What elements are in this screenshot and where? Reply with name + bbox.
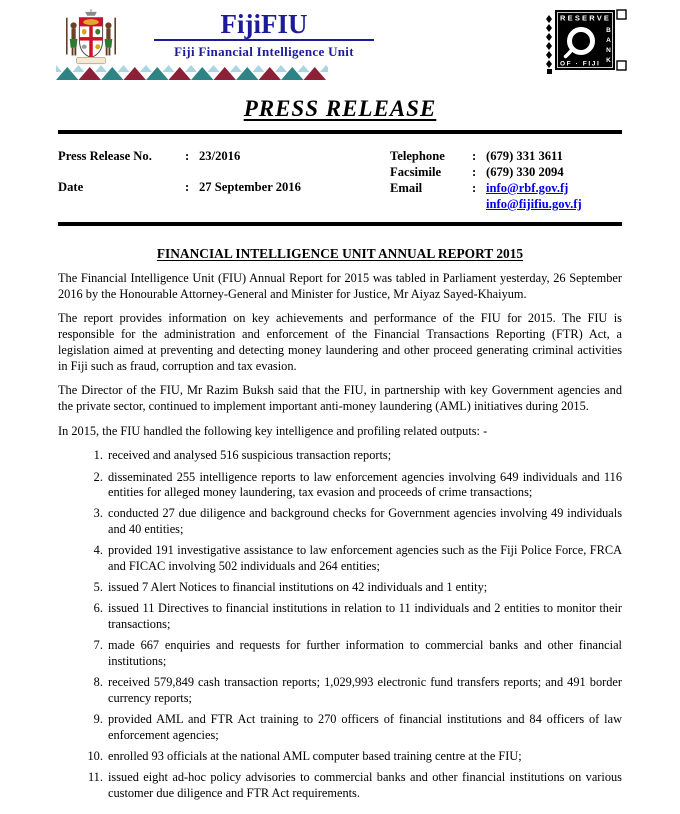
- facsimile-value: (679) 330 2094: [486, 165, 564, 179]
- stamp-bank-letter: B: [606, 27, 611, 34]
- telephone-value: (679) 331 3611: [486, 149, 563, 163]
- fiji-coat-of-arms-icon: [60, 9, 122, 69]
- colon: :: [472, 181, 477, 195]
- email-link-rbf[interactable]: info@rbf.gov.fj: [486, 181, 569, 195]
- list-item: 10. enrolled 93 officials at the national AML computer based training centre at the FIU;: [106, 749, 622, 765]
- date-row: [58, 179, 390, 195]
- stamp-bank-letter: K: [606, 57, 611, 64]
- telephone-row: [390, 148, 622, 164]
- meta-right: [390, 148, 622, 212]
- brand-lockup: [144, 10, 384, 60]
- list-item: 4. provided 191 investigative assistance to law enforcement agencies such as the Fiji Police Force, FRCA and FICAC involving 502 individuals and 264 entities;: [106, 543, 622, 574]
- list-item: 6. issued 11 Directives to financial institutions in relation to 11 individuals and 2 entities to monitor their transactions;: [106, 601, 622, 632]
- outputs-list: [58, 448, 622, 801]
- brand-name: Fiji Financial Intelligence Unit: [174, 44, 354, 59]
- list-item: 8. received 579,849 cash transaction reports; 1,029,993 electronic fund transfers reports; and 491 border currency reports;: [106, 675, 622, 706]
- email-row: [390, 180, 622, 212]
- list-item: 9. provided AML and FTR Act training to 270 officers of financial institutions and 84 officers of law enforcement agencies;: [106, 712, 622, 743]
- date-label: Date: [58, 180, 84, 194]
- press-release-title: PRESS RELEASE: [243, 96, 437, 121]
- stamp-bottom-text: OF · FIJI: [560, 60, 601, 68]
- list-item: 5. issued 7 Alert Notices to financial institutions on 42 individuals and 1 entity;: [106, 580, 622, 596]
- date-value: 27 September 2016: [199, 180, 301, 194]
- reserve-bank-stamp-icon: [544, 7, 630, 77]
- colon: :: [472, 149, 477, 163]
- list-item: 2. disseminated 255 intelligence reports to law enforcement agencies involving 649 individuals and 116 entities for alleged money laundering, tax evasion and proceeds of crime transactions;: [106, 470, 622, 501]
- masthead: [58, 6, 622, 84]
- facsimile-label: Facsimile: [390, 165, 442, 179]
- list-item: 3. conducted 27 due diligence and background checks for Government agencies involving 49 individuals and 40 entities;: [106, 506, 622, 537]
- list-item: 1. received and analysed 516 suspicious transaction reports;: [106, 448, 622, 464]
- list-item: 11. issued eight ad-hoc policy advisories to commercial banks and other financial institutions on various customer due diligence and FTR Act requirements.: [106, 770, 622, 801]
- paragraph-2: The report provides information on key achievements and performance of the FIU for 2015. The FIU is responsible for the administration and enforcement of the Financial Transactions Reporting (FTR) Act, a legislation aimed at preventing and detecting money laundering and other proceed generating criminal activities in Fiji such as fraud, corruption and tax evasion.: [58, 311, 622, 373]
- colon: :: [185, 180, 190, 194]
- stamp-bank-letter: A: [606, 37, 611, 44]
- press-release-no-label: Press Release No.: [58, 149, 152, 163]
- meta-block: [58, 134, 622, 220]
- triangle-banner: [56, 63, 328, 80]
- press-release-no-row: [58, 148, 390, 164]
- paragraph-3: The Director of the FIU, Mr Razim Buksh said that the FIU, in partnership with key Government agencies and the private sector, continued to implement important anti-money laundering (AML) initiatives during 2015.: [58, 383, 622, 413]
- facsimile-row: [390, 164, 622, 180]
- telephone-label: Telephone: [390, 149, 445, 163]
- stamp-bank-letter: N: [606, 47, 611, 54]
- list-intro: In 2015, the FIU handled the following key intelligence and profiling related outputs: -: [58, 423, 488, 438]
- document-body: [58, 246, 622, 802]
- paragraph-1: The Financial Intelligence Unit (FIU) Annual Report for 2015 was tabled in Parliament yesterday, 26 September 2016 by the Honourable Attorney-General and Minister for Justice, Mr Aiyaz Sayed-Khaiyum.: [58, 271, 622, 301]
- brand-divider: [154, 39, 374, 41]
- colon: :: [472, 165, 477, 179]
- email-link-fijifiu[interactable]: info@fijifiu.gov.fj: [486, 197, 582, 211]
- list-item: 7. made 667 enquiries and requests for further information to commercial banks and other financial institutions;: [106, 638, 622, 669]
- stamp-top-text: RESERVE: [560, 13, 612, 23]
- divider-bottom: [58, 222, 622, 226]
- meta-left: [58, 148, 390, 212]
- press-release-no-value: 23/2016: [199, 149, 241, 163]
- email-values: [486, 180, 622, 212]
- brand-acronym: FijiFIU: [220, 9, 308, 39]
- colon: :: [185, 149, 190, 163]
- report-title: FINANCIAL INTELLIGENCE UNIT ANNUAL REPORT 2015: [156, 246, 524, 261]
- email-label: Email: [390, 181, 423, 195]
